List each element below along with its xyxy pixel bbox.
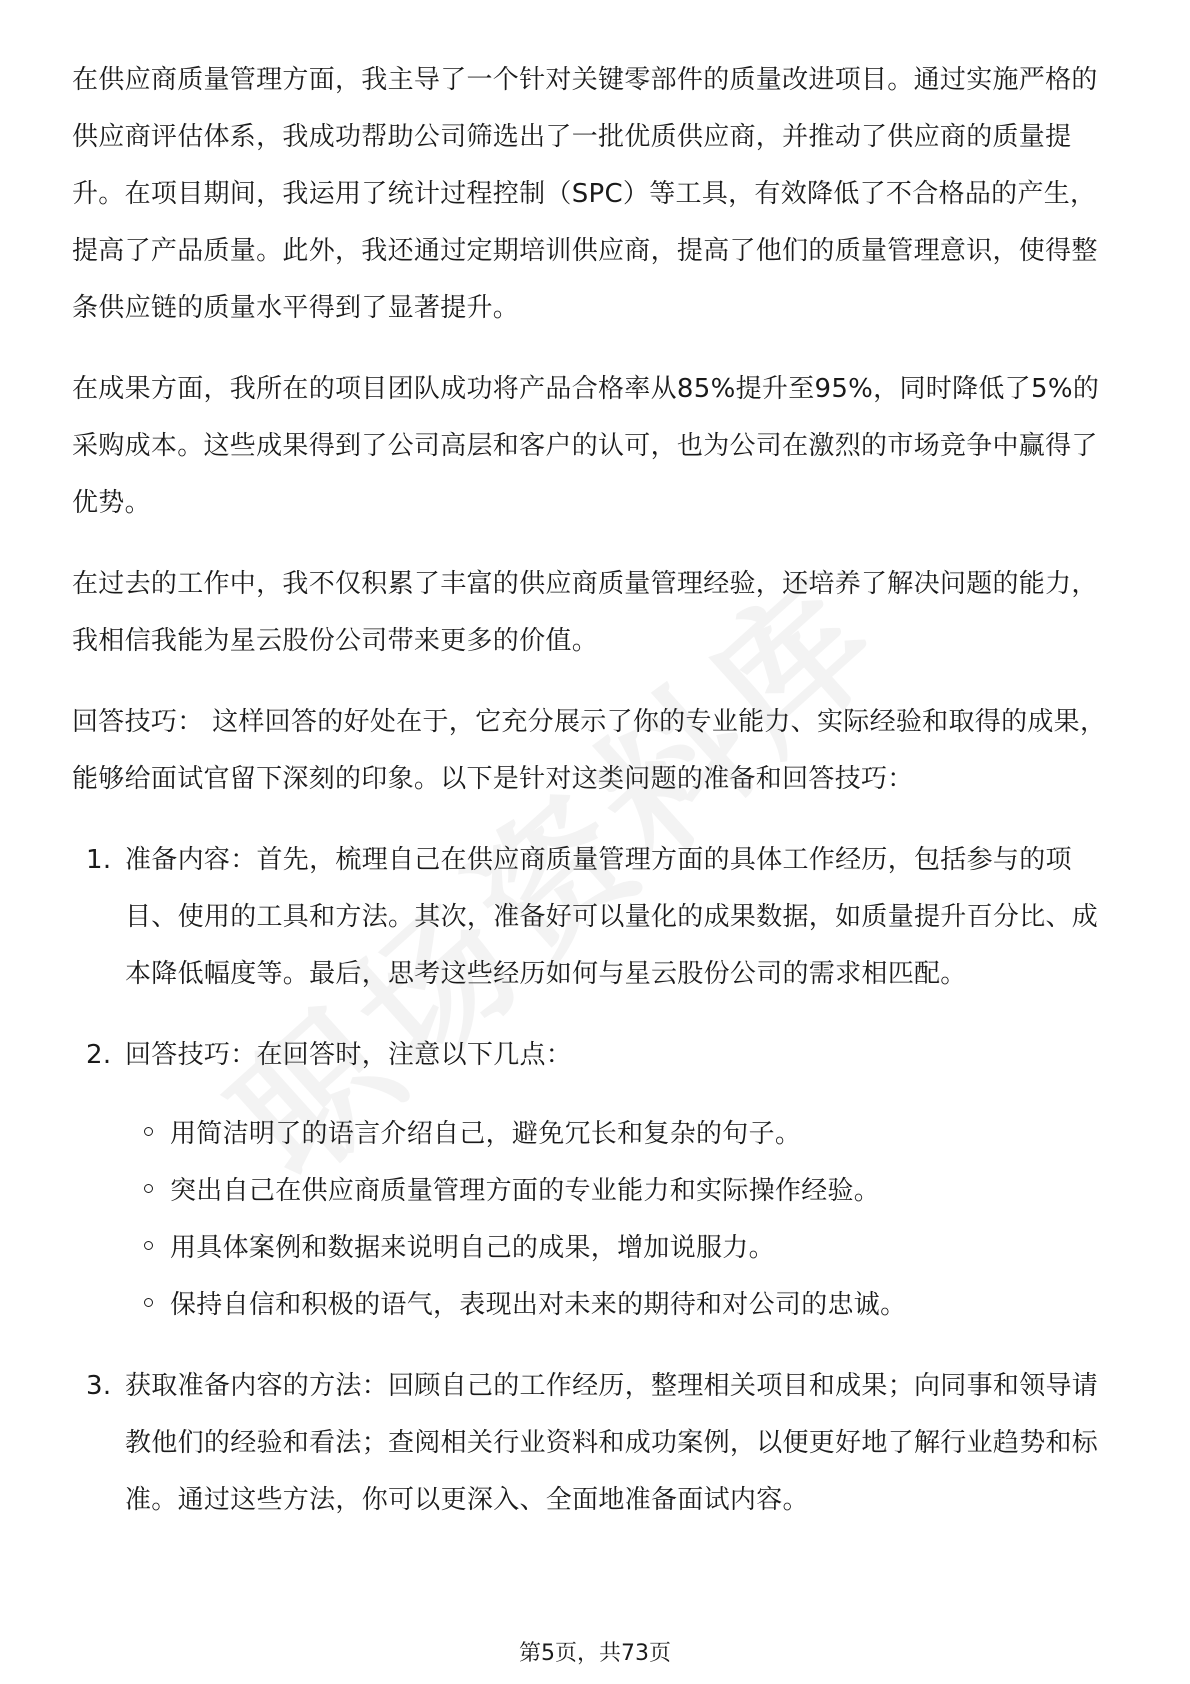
bullet-text: 保持自信和积极的语气，表现出对未来的期待和对公司的忠诚。 <box>170 1290 907 1320</box>
bullet-item <box>72 1163 1122 1220</box>
numbered-list <box>72 832 1122 1529</box>
circle-bullet-icon <box>144 1241 153 1250</box>
paragraph-results: 在成果方面，我所在的项目团队成功将产品合格率从85%提升至95%，同时降低了5%的采购成本。这些成果得到了公司高层和客户的认可，也为公司在激烈的市场竞争中赢得了优势。 <box>72 374 1100 518</box>
list-item <box>72 1027 1122 1334</box>
bullet-list <box>72 1106 1122 1334</box>
document-body <box>72 52 1122 1553</box>
list-item-text: 准备内容：首先，梳理自己在供应商质量管理方面的具体工作经历，包括参与的项目、使用的工具和方法。其次，准备好可以量化的成果数据，如质量提升百分比、成本降低幅度等。最后，思考这些经历如何与星云股份公司的需求相匹配。 <box>125 845 1099 989</box>
list-number: 3. <box>86 1371 112 1401</box>
circle-bullet-icon <box>144 1184 153 1193</box>
bullet-item <box>72 1220 1122 1277</box>
page-footer: 第5页，共73页 <box>519 1641 671 1666</box>
paragraph-supplier-quality: 在供应商质量管理方面，我主导了一个针对关键零部件的质量改进项目。通过实施严格的供应商评估体系，我成功帮助公司筛选出了一批优质供应商，并推动了供应商的质量提升。在项目期间，我运用了统计过程控制（SPC）等工具，有效降低了不合格品的产生，提高了产品质量。此外，我还通过定期培训供应商，提高了他们的质量管理意识，使得整条供应链的质量水平得到了显著提升。 <box>72 65 1098 323</box>
bullet-text: 用简洁明了的语言介绍自己，避免冗长和复杂的句子。 <box>170 1119 802 1149</box>
list-item-text: 获取准备内容的方法：回顾自己的工作经历，整理相关项目和成果；向同事和领导请教他们的经验和看法；查阅相关行业资料和成功案例，以便更好地了解行业趋势和标准。通过这些方法，你可以更深入、全面地准备面试内容。 <box>125 1371 1099 1515</box>
paragraph-experience: 在过去的工作中，我不仅积累了丰富的供应商质量管理经验，还培养了解决问题的能力，我相信我能为星云股份公司带来更多的价值。 <box>72 569 1098 656</box>
bullet-text: 用具体案例和数据来说明自己的成果，增加说服力。 <box>170 1233 775 1263</box>
list-item-text: 回答技巧：在回答时，注意以下几点： <box>125 1040 573 1070</box>
circle-bullet-icon <box>144 1127 153 1136</box>
paragraph-answer-tips: 回答技巧： 这样回答的好处在于，它充分展示了你的专业能力、实际经验和取得的成果，能够给面试官留下深刻的印象。以下是针对这类问题的准备和回答技巧： <box>72 707 1107 794</box>
list-item <box>72 832 1122 1003</box>
bullet-text: 突出自己在供应商质量管理方面的专业能力和实际操作经验。 <box>170 1176 881 1206</box>
list-number: 1. <box>86 845 112 875</box>
bullet-item <box>72 1106 1122 1163</box>
bullet-item <box>72 1277 1122 1334</box>
list-number: 2. <box>86 1040 112 1070</box>
list-item <box>72 1358 1122 1529</box>
circle-bullet-icon <box>144 1298 153 1307</box>
